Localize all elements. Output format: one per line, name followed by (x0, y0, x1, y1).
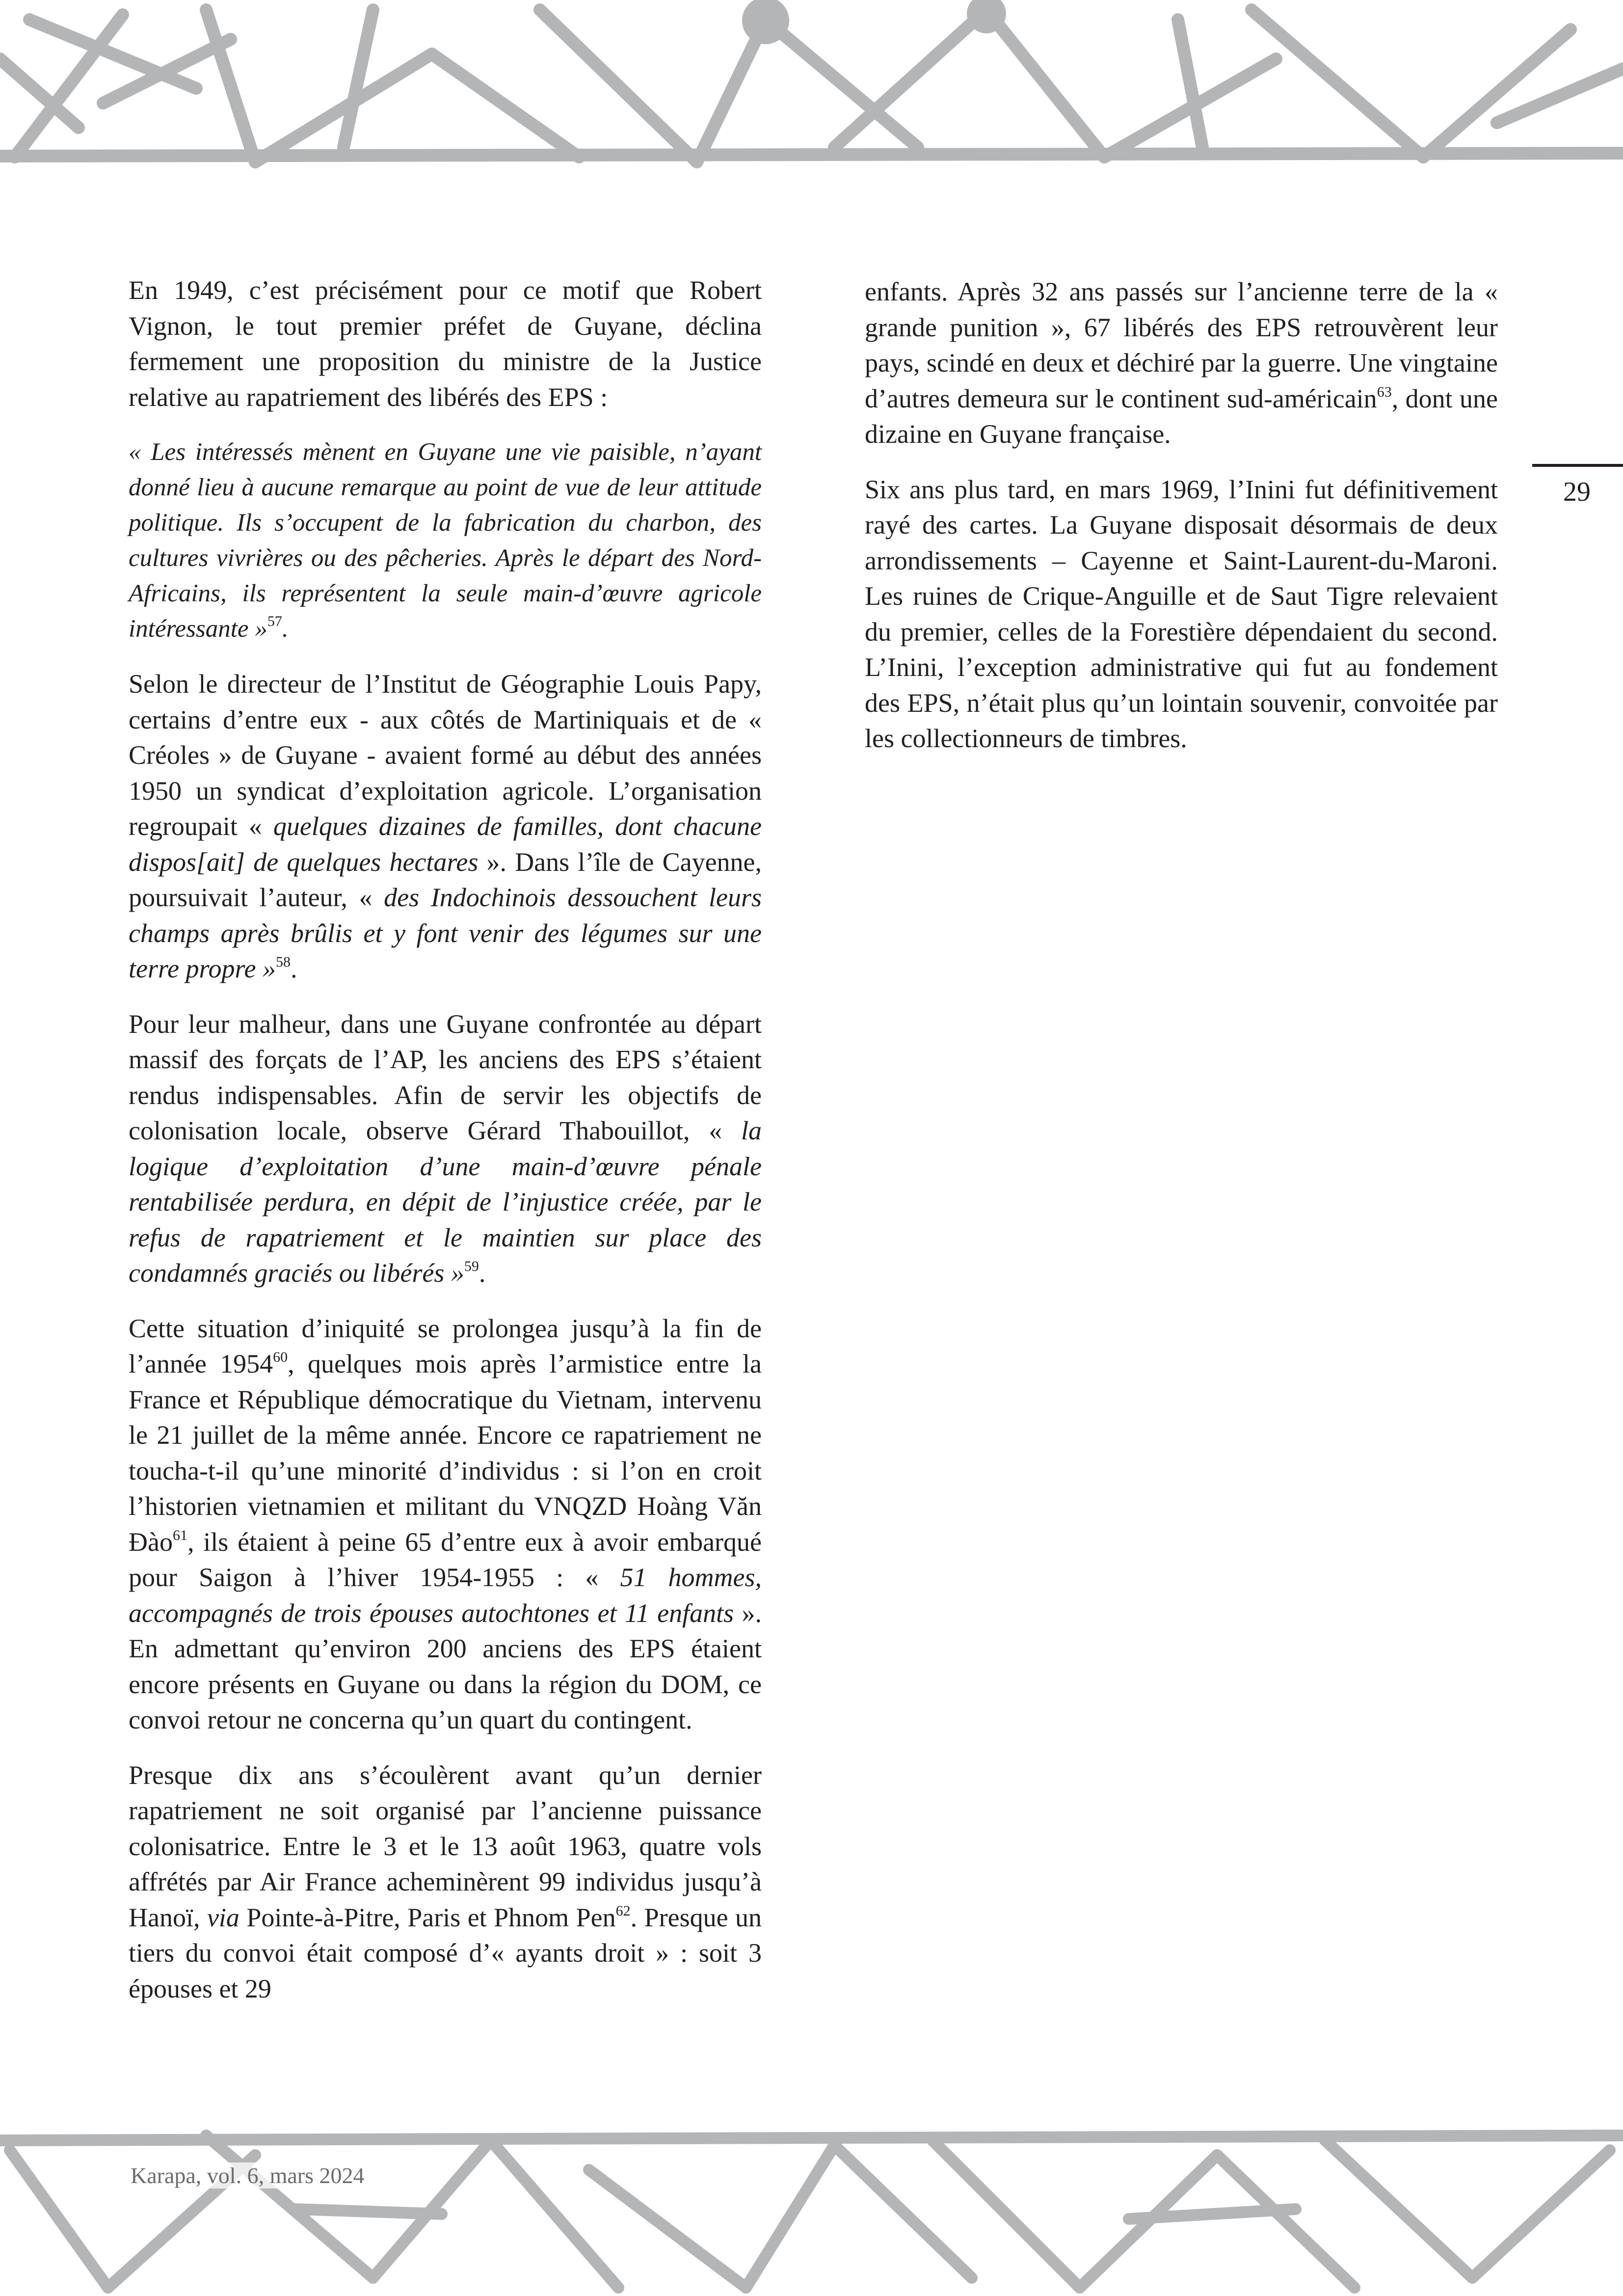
footnote-ref: 57 (267, 613, 282, 629)
footnote-ref: 62 (615, 1902, 631, 1919)
page-number: 29 (1563, 477, 1591, 507)
bottom-ornament-band (0, 2111, 1623, 2296)
left-column (129, 272, 762, 2026)
block-quote: « Les intéressés mènent en Guyane une vie paisible, n’ayant donné lieu à aucune remarque au point de vue de leur attitude politique. Ils s’occupent de la fabrication du charbon, des cultures vivrières ou des pêcheries. Après le départ des Nord-Africains, ils représentent la seule main-d’œuvre agricole intéressante »$^{57}$. (129, 438, 762, 643)
journal-footer: Karapa, vol. 6, mars 2024 (129, 2162, 367, 2188)
paragraph: Presque dix ans s’écoulèrent avant qu’un dernier rapatriement ne soit organisé par l’ancienne puissance colonisatrice. Entre le 3 et le 13 août 1963, quatre vols affrétés par Air France acheminèrent 99 individus jusqu’à Hanoï, via Pointe-à-Pitre, Paris et Phnom Pen$^{62}$. Presque un tiers du convoi était composé d’« ayants droit » : soit 3 épouses et 29 (129, 1760, 762, 2003)
footnote-ref: 59 (464, 1258, 479, 1274)
paragraph: enfants. Après 32 ans passés sur l’ancienne terre de la « grande punition », 67 libérés des EPS retrouvèrent leur pays, scindé en deux et déchiré par la guerre. Une vingtaine d’autres demeura sur le continent sud-américain$^{63}$, dont une dizaine en Guyane française. (865, 277, 1498, 449)
paragraph: Selon le directeur de l’Institut de Géographie Louis Papy, certains d’entre eux - aux côtés de Martiniquais et de « Créoles » de Guyane - avaient formé au début des années 1950 un syndicat d’exploitation agricole. L’organisation regroupait « quelques dizaines de familles, dont chacune dispos[ait] de quelques hectares ». Dans l’île de Cayenne, poursuivait l’auteur, « des Indochinois dessouchent leurs champs après brûlis et y font venir des légumes sur une terre propre »$^{58}$. (129, 669, 762, 983)
footnote-ref: 63 (1377, 383, 1392, 400)
ornament-pattern (0, 2111, 1623, 2296)
paragraph: Cette situation d’iniquité se prolongea jusqu’à la fin de l’année 1954$^{60}$, quelques mois après l’armistice entre la France et République démocratique du Vietnam, intervenu le 21 juillet de la même année. Encore ce rapatriement ne toucha-t-il qu’une minorité d’individus : si l’on en croit l’historien vietnamien et militant du VNQZD Hoàng Văn Đào$^{61}$, ils étaient à peine 65 d’entre eux à avoir embarqué pour Saigon à l’hiver 1954-1955 : « 51 hommes, accompagnés de trois épouses autochtones et 11 enfants ». En admettant qu’environ 200 anciens des EPS étaient encore présents en Guyane ou dans la région du DOM, ce convoi retour ne concerna qu’un quart du contingent. (129, 1313, 762, 1734)
right-column (865, 274, 1498, 776)
top-ornament-band (0, 0, 1623, 177)
page-number-rule (1532, 464, 1623, 467)
paragraph: Six ans plus tard, en mars 1969, l’Inini fut définitivement rayé des cartes. La Guyane disposait désormais de deux arrondissements – Cayenne et Saint-Laurent-du-Maroni. Les ruines de Crique-Anguille et de Saut Tigre relevaient du premier, celles de la Forestière dépendaient du second. L’Inini, l’exception administrative qui fut au fondement des EPS, n’était plus qu’un lointain souvenir, convoitée par les collectionneurs de timbres. (865, 474, 1498, 753)
footnote-ref: 61 (172, 1527, 187, 1543)
footnote-ref: 58 (275, 954, 291, 970)
ornament-pattern (0, 0, 1623, 177)
footnote-ref: 60 (273, 1349, 288, 1365)
paragraph: Pour leur malheur, dans une Guyane confrontée au départ massif des forçats de l’AP, les anciens des EPS s’étaient rendus indispensables. Afin de servir les objectifs de colonisation locale, observe Gérard Thabouillot, « la logique d’exploitation d’une main-d’œuvre pénale rentabilisée perdura, en dépit de l’injustice créée, par le refus de rapatriement et le maintien sur place des condamnés graciés ou libérés »$^{59}$. (129, 1009, 762, 1288)
paragraph: En 1949, c’est précisément pour ce motif que Robert Vignon, le tout premier préfet de Guyane, déclina fermement une proposition du ministre de la Justice relative au rapatriement des libérés des EPS : (129, 275, 762, 412)
